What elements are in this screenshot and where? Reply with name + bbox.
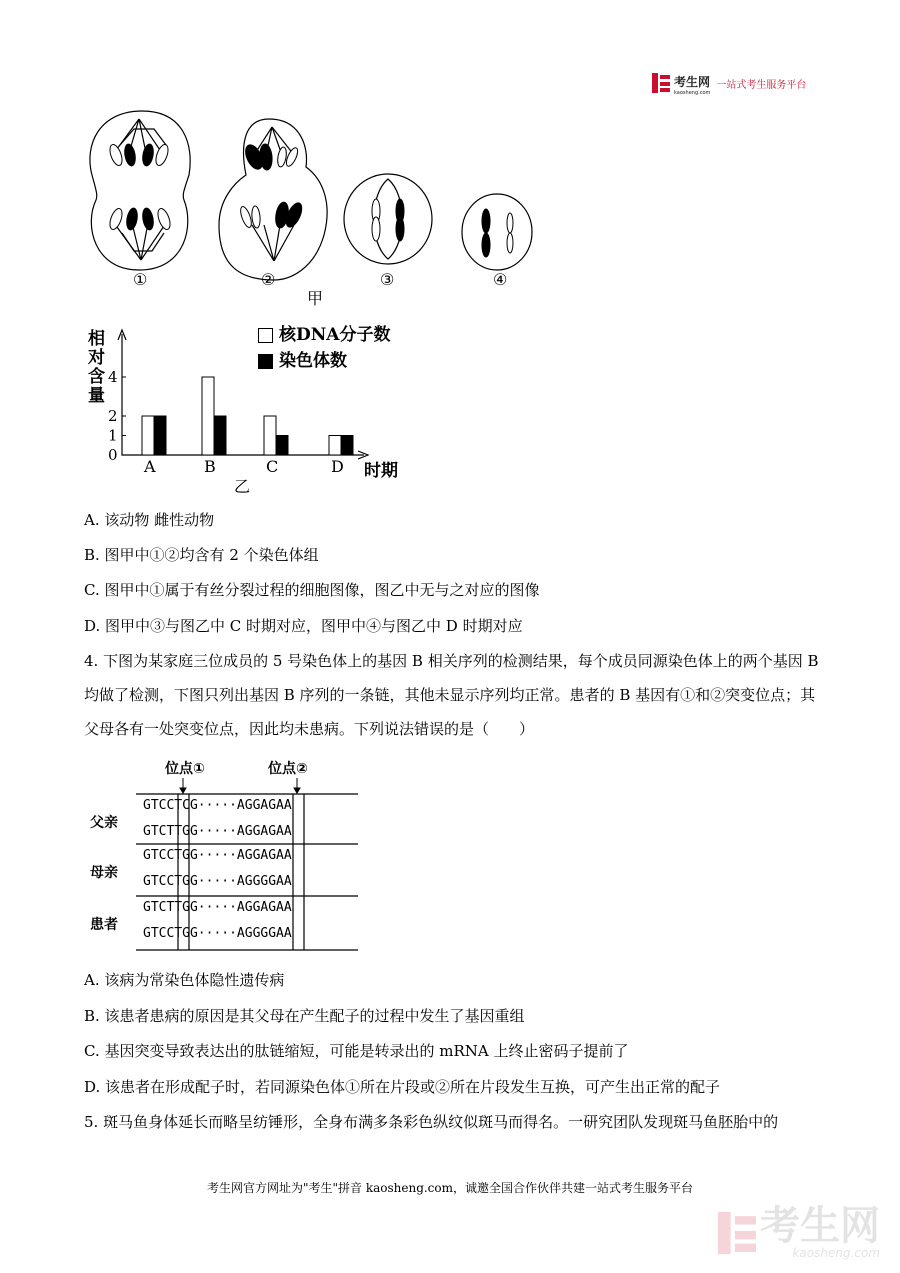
y-tick-label: 2 [108, 407, 118, 425]
watermark-url: kaosheng.com [792, 1246, 880, 1260]
bar-dna-C [264, 416, 276, 455]
y-tick-label: 4 [108, 368, 118, 386]
x-tick-label: A [144, 457, 156, 476]
x-tick-label: B [204, 457, 216, 476]
seq-mother-2: GTCCTGG·····AGGGGAA [143, 874, 292, 889]
figure-jia-cells [84, 105, 554, 305]
header-logo [652, 72, 806, 94]
q4-option-a: A. 该病为常染色体隐性遗传病 [84, 971, 285, 989]
yi-legend [258, 322, 390, 374]
yi-ylabel-char: 量 [88, 386, 105, 406]
legend-item-dna [258, 322, 390, 348]
figure-yi-caption: 乙 [234, 477, 251, 496]
watermark-text: 考生网 [760, 1203, 880, 1249]
cell-4-membrane [462, 194, 532, 270]
row-label-patient: 患者 [90, 917, 118, 933]
seq-patient-1: GTCTTGG·····AGGAGAA [143, 900, 292, 915]
y-tick-label: 1 [108, 426, 118, 445]
bar-dna-B [202, 377, 214, 455]
bar-dna-D [329, 436, 341, 456]
kaosheng-logo-icon [652, 73, 670, 93]
cell-label-3: ③ [380, 270, 395, 289]
logo-slogan: 一站式考生服务平台 [716, 79, 807, 91]
seq-father-2: GTCTTGG·····AGGAGAA [143, 824, 292, 839]
yi-ylabel-char: 含 [88, 367, 105, 387]
row-label-father: 父亲 [90, 815, 118, 831]
y-tick-label: 0 [108, 446, 118, 464]
bar-chromosome-A [154, 416, 166, 455]
yi-ylabel-char: 对 [88, 348, 105, 368]
q4-stem: 4. 下图为某家庭三位成员的 5 号染色体上的基因 B 相关序列的检测结果，每个成员同源染色体上的两个基因 B 均做了检测，下图只列出基因 B 序列的一条链，其他未显示序列均正常。患者的 B 基因有①和②突变位点；其父母各有一处突变位点，因此均未患病。下列说法错误的是（ ） [84, 652, 819, 738]
logo-brand: 考生网 [674, 74, 711, 89]
bar-dna-A [142, 416, 154, 455]
q4-option-b: B. 该患者患病的原因是其父母在产生配子的过程中发生了基因重组 [84, 1007, 525, 1025]
site-1-label: 位点① [165, 761, 205, 777]
bar-chromosome-C [276, 436, 288, 456]
q3-option-a: A. 该动物 雌性动物 [84, 511, 215, 529]
q3-option-b: B. 图甲中①②均含有 2 个染色体组 [84, 546, 319, 564]
yi-ylabel-char: 相 [88, 329, 105, 349]
q4-option-c: C. 基因突变导致表达出的肽链缩短，可能是转录出的 mRNA 上终止密码子提前了 [84, 1042, 629, 1060]
cell-3-membrane [344, 174, 432, 264]
cell-1-membrane [90, 111, 190, 270]
logo-url: kaosheng.com [674, 89, 711, 96]
q3-option-d: D. 图甲中③与图乙中 C 时期对应，图甲中④与图乙中 D 时期对应 [84, 617, 523, 635]
site-2-label: 位点② [268, 761, 308, 777]
bar-chromosome-D [341, 436, 353, 456]
q4-option-d: D. 该患者在形成配子时，若同源染色体①所在片段或②所在片段发生互换，可产生出正常的配子 [84, 1078, 721, 1096]
legend-item-chromosome [258, 348, 390, 374]
yi-xlabel: 时期 [364, 461, 398, 481]
watermark-logo-icon [718, 1211, 756, 1255]
legend-swatch-hollow [258, 328, 273, 343]
q5-stem: 5. 斑马鱼身体延长而略呈纺锤形，全身布满多条彩色纵纹似斑马而得名。一研究团队发现斑马鱼胚胎中的 [84, 1113, 779, 1131]
bar-chromosome-B [214, 416, 226, 455]
logo-brand-block [674, 71, 710, 96]
x-tick-label: D [331, 457, 344, 476]
row-label-mother: 母亲 [90, 865, 118, 881]
legend-label-chromosome: 染色体数 [279, 351, 347, 371]
seq-mother-1: GTCCTGG·····AGGAGAA [143, 848, 292, 863]
seq-patient-2: GTCCTGG·····AGGGGAA [143, 926, 292, 941]
watermark [718, 1203, 880, 1260]
q3-option-c: C. 图甲中①属于有丝分裂过程的细胞图像，图乙中无与之对应的图像 [84, 581, 540, 599]
legend-label-dna: 核DNA分子数 [279, 325, 391, 345]
watermark-text-block [760, 1203, 880, 1260]
cell-label-1: ① [133, 270, 148, 289]
cell-label-4: ④ [493, 270, 508, 289]
page-footer: 考生网官方网址为"考生"拼音 kaosheng.com，诚邀全国合作伙伴共建一站式考生服务平台 [206, 1181, 694, 1195]
cell-label-2: ② [261, 270, 276, 289]
seq-father-1: GTCCTCG·····AGGAGAA [143, 798, 292, 813]
legend-swatch-filled [258, 354, 273, 369]
x-tick-label: C [266, 457, 279, 476]
figure-jia-caption: 甲 [307, 289, 324, 308]
